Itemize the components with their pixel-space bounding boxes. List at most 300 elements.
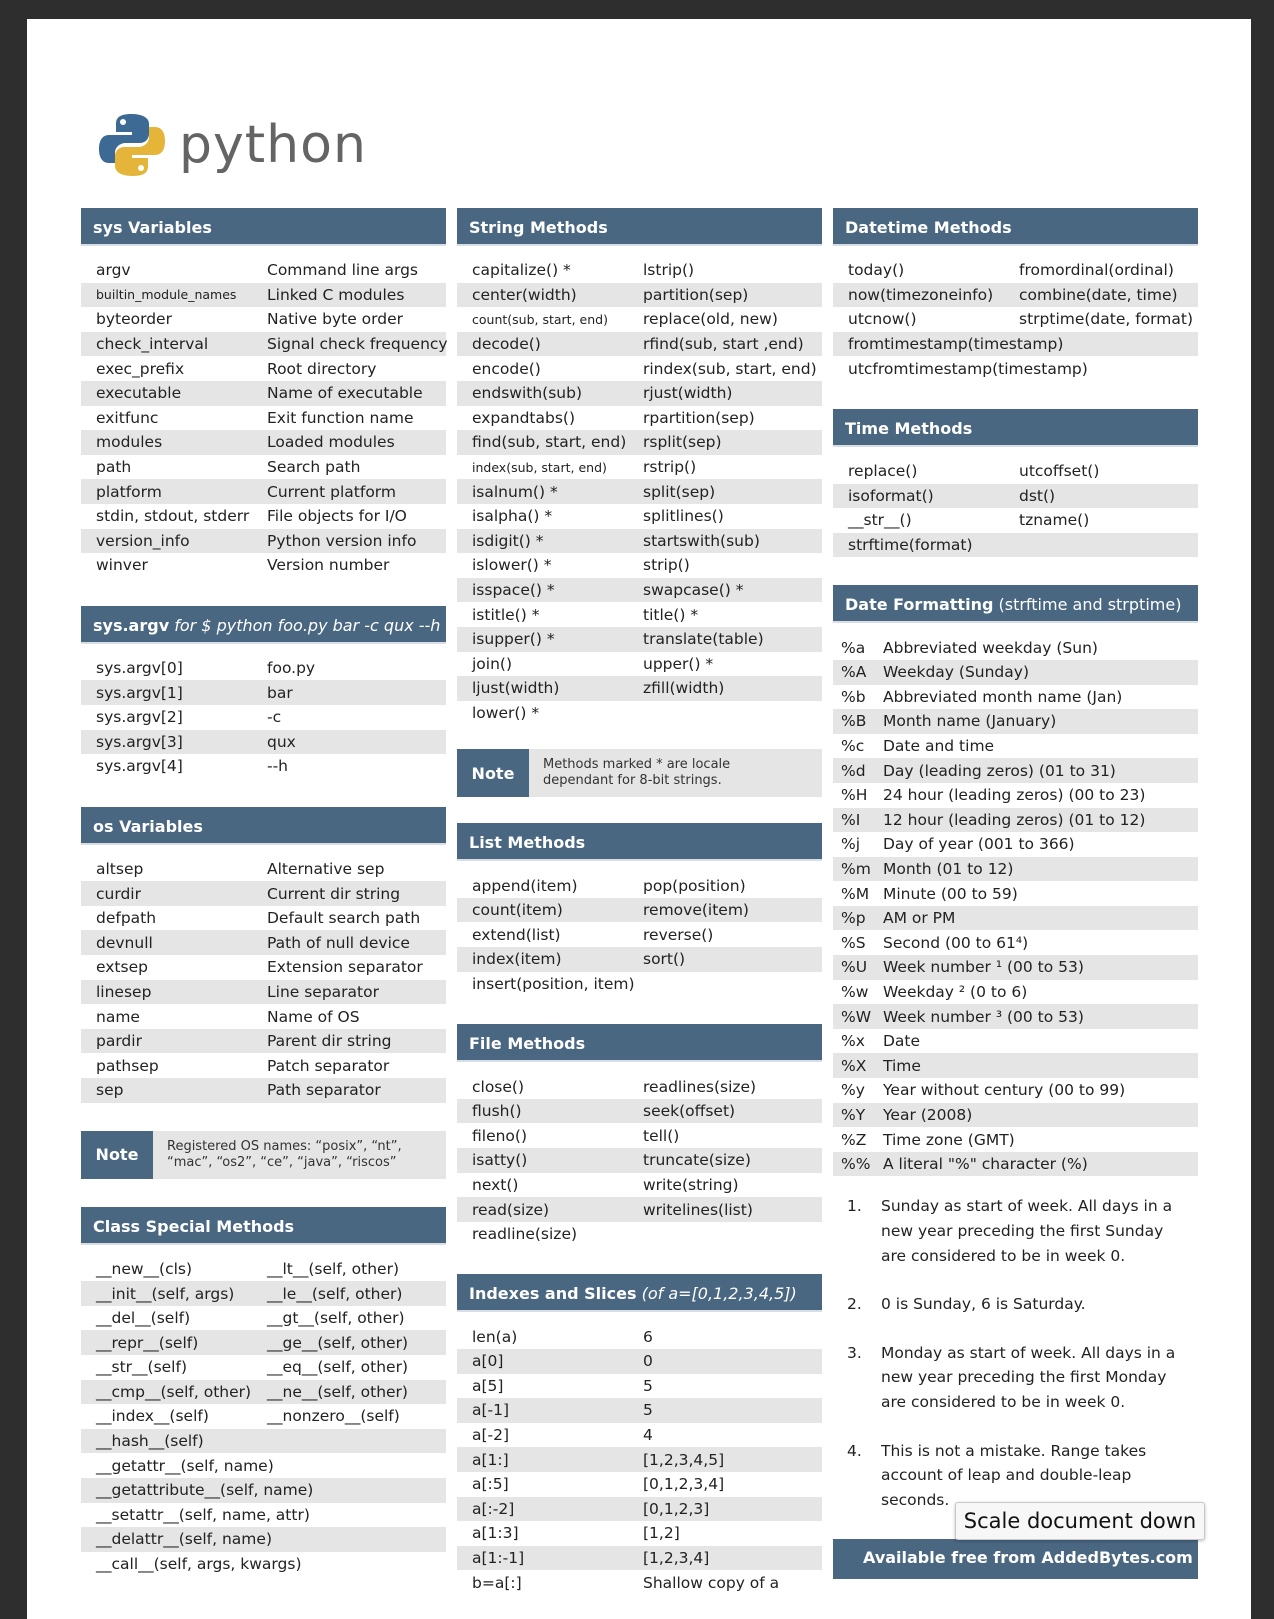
table-cell-key: readline(size) xyxy=(472,1225,578,1244)
footnote-number: 2. xyxy=(847,1295,862,1314)
table-row xyxy=(457,578,822,603)
table-cell-value: Month name (January) xyxy=(883,712,1057,731)
table-cell-value: Name of executable xyxy=(267,384,423,403)
table-row xyxy=(81,1330,446,1355)
table-row xyxy=(81,1355,446,1380)
table-cell-value: __ne__(self, other) xyxy=(267,1382,408,1401)
table-cell-key: isupper() * xyxy=(472,630,555,649)
table-row xyxy=(81,1380,446,1405)
table-row xyxy=(457,972,822,997)
indexes-slices-header xyxy=(457,1274,822,1312)
table-cell-key: executable xyxy=(96,384,182,403)
table-cell-key: platform xyxy=(96,482,162,501)
table-cell-key: a[1:] xyxy=(472,1450,509,1469)
table-cell-key: sys.argv[1] xyxy=(96,683,183,702)
table-row xyxy=(833,808,1198,833)
table-cell-value: Line separator xyxy=(267,982,379,1001)
table-row xyxy=(833,258,1198,283)
table-cell-value: Version number xyxy=(267,556,390,575)
table-cell-key: %I xyxy=(841,810,861,829)
table-cell-key: __getattribute__(self, name) xyxy=(96,1481,314,1500)
table-row xyxy=(457,602,822,627)
table-row xyxy=(833,533,1198,558)
table-cell-key: %p xyxy=(841,909,866,928)
table-cell-value: combine(date, time) xyxy=(1019,285,1178,304)
indexes-header-bold: Indexes and Slices xyxy=(469,1284,637,1304)
os-note-line: “mac”, “os2”, “ce”, “java”, “riscos” xyxy=(167,1154,397,1170)
table-cell-key: find(sub, start, end) xyxy=(472,433,627,452)
table-row xyxy=(457,1222,822,1247)
footnote xyxy=(833,1292,1198,1317)
table-row xyxy=(81,258,446,283)
table-row xyxy=(81,980,446,1005)
table-row xyxy=(81,1306,446,1331)
table-row xyxy=(81,955,446,980)
table-cell-key: count(item) xyxy=(472,901,563,920)
table-cell-key: %b xyxy=(841,687,866,706)
table-cell-value: 24 hour (leading zeros) (00 to 23) xyxy=(883,786,1146,805)
table-row xyxy=(457,1423,822,1448)
table-cell-value: Extension separator xyxy=(267,958,423,977)
table-cell-key: a[:5] xyxy=(472,1475,509,1494)
table-row xyxy=(457,1324,822,1349)
table-row xyxy=(833,734,1198,759)
table-cell-key: __str__() xyxy=(848,511,912,530)
table-cell-value: translate(table) xyxy=(643,630,764,649)
table-row xyxy=(81,1527,446,1552)
table-cell-value: Year (2008) xyxy=(883,1105,973,1124)
table-row xyxy=(81,406,446,431)
table-cell-value: rindex(sub, start, end) xyxy=(643,359,817,378)
table-cell-value: __eq__(self, other) xyxy=(267,1358,408,1377)
table-cell-key: isatty() xyxy=(472,1151,528,1170)
table-cell-key: __setattr__(self, name, attr) xyxy=(96,1505,310,1524)
table-cell-value: Second (00 to 61⁴) xyxy=(883,933,1029,952)
table-cell-value: strip() xyxy=(643,556,690,575)
table-cell-key: path xyxy=(96,458,132,477)
table-row xyxy=(81,356,446,381)
os-note-line: Registered OS names: “posix”, “nt”, xyxy=(167,1138,402,1154)
table-row xyxy=(833,307,1198,332)
table-cell-key: name xyxy=(96,1007,140,1026)
table-row xyxy=(457,356,822,381)
table-row xyxy=(457,1099,822,1124)
table-cell-key: %m xyxy=(841,859,871,878)
table-cell-value: Signal check frequency xyxy=(267,335,448,354)
table-cell-value: Month (01 to 12) xyxy=(883,859,1014,878)
footnote xyxy=(833,1194,1198,1268)
table-cell-value: rsplit(sep) xyxy=(643,433,722,452)
table-row xyxy=(457,406,822,431)
table-row xyxy=(833,459,1198,484)
table-cell-key: now(timezoneinfo) xyxy=(848,285,994,304)
table-row xyxy=(81,1503,446,1528)
table-row xyxy=(81,529,446,554)
table-cell-value: Parent dir string xyxy=(267,1032,392,1051)
table-cell-value: Year without century (00 to 99) xyxy=(883,1081,1126,1100)
table-cell-key: count(sub, start, end) xyxy=(472,311,608,327)
table-row xyxy=(81,553,446,578)
table-cell-key: %Z xyxy=(841,1130,867,1149)
table-row xyxy=(81,1478,446,1503)
table-cell-key: __cmp__(self, other) xyxy=(96,1382,252,1401)
table-cell-key: a[:-2] xyxy=(472,1499,515,1518)
table-row xyxy=(457,1074,822,1099)
table-cell-value: fromordinal(ordinal) xyxy=(1019,261,1174,280)
table-cell-key: byteorder xyxy=(96,310,172,329)
table-cell-value: foo.py xyxy=(267,659,316,678)
column-1 xyxy=(81,208,446,1576)
table-row xyxy=(833,1078,1198,1103)
table-cell-value: A literal "%" character (%) xyxy=(883,1155,1088,1174)
table-cell-key: altsep xyxy=(96,859,144,878)
table-cell-value: split(sep) xyxy=(643,482,716,501)
table-row xyxy=(81,1257,446,1282)
os-note xyxy=(81,1131,446,1179)
table-row xyxy=(81,1053,446,1078)
table-cell-key: %A xyxy=(841,663,867,682)
table-row xyxy=(833,955,1198,980)
table-cell-value: Shallow copy of a xyxy=(643,1573,780,1592)
table-cell-value: Command line args xyxy=(267,261,419,280)
table-row xyxy=(457,1197,822,1222)
table-cell-value: Week number ¹ (00 to 53) xyxy=(883,958,1084,977)
table-row xyxy=(833,832,1198,857)
table-cell-value: utcoffset() xyxy=(1019,462,1100,481)
table-cell-key: today() xyxy=(848,261,905,280)
table-cell-key: pardir xyxy=(96,1032,142,1051)
table-row xyxy=(457,1374,822,1399)
table-cell-key: a[1:-1] xyxy=(472,1549,525,1568)
table-row xyxy=(457,652,822,677)
table-cell-key: a[0] xyxy=(472,1352,504,1371)
column-3 xyxy=(833,208,1198,1536)
table-row xyxy=(81,1029,446,1054)
table-cell-key: exitfunc xyxy=(96,408,159,427)
table-row xyxy=(833,356,1198,381)
footnote-number: 1. xyxy=(847,1197,862,1216)
table-row xyxy=(457,283,822,308)
string-note-text xyxy=(529,757,730,789)
table-cell-key: %a xyxy=(841,638,866,657)
table-cell-key: insert(position, item) xyxy=(472,974,635,993)
table-cell-value: Current dir string xyxy=(267,884,401,903)
table-row xyxy=(81,857,446,882)
table-row xyxy=(833,881,1198,906)
table-row xyxy=(457,701,822,726)
table-cell-key: winver xyxy=(96,556,148,575)
table-row xyxy=(457,479,822,504)
time-methods-table xyxy=(833,459,1198,557)
table-cell-value: strptime(date, format) xyxy=(1019,310,1193,329)
table-cell-value: Loaded modules xyxy=(267,433,395,452)
table-cell-key: %x xyxy=(841,1032,865,1051)
table-cell-key: devnull xyxy=(96,933,153,952)
table-cell-value: rjust(width) xyxy=(643,384,733,403)
table-row xyxy=(81,307,446,332)
table-cell-key: append(item) xyxy=(472,876,578,895)
list-methods-header: List Methods xyxy=(457,823,822,861)
table-cell-key: decode() xyxy=(472,335,541,354)
table-cell-key: next() xyxy=(472,1175,519,1194)
table-cell-key: capitalize() * xyxy=(472,261,571,280)
table-row xyxy=(457,430,822,455)
table-row xyxy=(81,504,446,529)
table-row xyxy=(81,1404,446,1429)
table-cell-value: bar xyxy=(267,683,293,702)
table-row xyxy=(457,455,822,480)
date-formatting-table xyxy=(833,635,1198,1176)
table-row xyxy=(81,680,446,705)
table-cell-value: replace(old, new) xyxy=(643,310,778,329)
table-row xyxy=(81,1453,446,1478)
date-formatting-header-rest: (strftime and strptime) xyxy=(993,595,1182,615)
string-note-line: Methods marked * are locale xyxy=(543,757,731,773)
table-cell-value: __gt__(self, other) xyxy=(267,1309,405,1328)
table-row xyxy=(833,484,1198,509)
table-cell-key: flush() xyxy=(472,1102,522,1121)
table-cell-key: %B xyxy=(841,712,867,731)
table-cell-value: __le__(self, other) xyxy=(267,1284,403,1303)
table-row xyxy=(833,1152,1198,1177)
table-cell-key: __hash__(self) xyxy=(96,1432,204,1451)
table-cell-value: seek(offset) xyxy=(643,1102,736,1121)
table-row xyxy=(457,529,822,554)
table-cell-key: __repr__(self) xyxy=(96,1333,199,1352)
table-cell-key: __del__(self) xyxy=(96,1309,191,1328)
table-cell-key: builtin_module_names xyxy=(96,287,237,303)
string-note-label: Note xyxy=(457,749,529,797)
os-variables-table xyxy=(81,857,446,1103)
table-cell-key: linesep xyxy=(96,982,152,1001)
table-row xyxy=(457,258,822,283)
time-methods-header: Time Methods xyxy=(833,409,1198,447)
table-cell-key: join() xyxy=(472,654,513,673)
footnote-number: 4. xyxy=(847,1441,862,1460)
table-cell-key: extsep xyxy=(96,958,148,977)
table-cell-value: Path of null device xyxy=(267,933,410,952)
table-row xyxy=(833,685,1198,710)
table-row xyxy=(457,1570,822,1595)
file-methods-table xyxy=(457,1074,822,1246)
table-cell-value: 4 xyxy=(643,1426,653,1445)
table-cell-value: qux xyxy=(267,732,296,751)
table-row xyxy=(457,1173,822,1198)
table-cell-key: fileno() xyxy=(472,1126,528,1145)
os-note-text xyxy=(153,1139,402,1171)
table-cell-value: writelines(list) xyxy=(643,1200,753,1219)
table-cell-key: fromtimestamp(timestamp) xyxy=(848,335,1064,354)
table-row xyxy=(833,660,1198,685)
table-cell-key: utcnow() xyxy=(848,310,917,329)
footnote-text: Sunday as start of week. All days in a new year preceding the first Sunday are considered to be in week 0. xyxy=(881,1197,1173,1265)
table-cell-key: %y xyxy=(841,1081,865,1100)
table-cell-value: Root directory xyxy=(267,359,377,378)
table-row xyxy=(81,881,446,906)
class-special-methods-header: Class Special Methods xyxy=(81,1207,446,1245)
table-cell-key: index(item) xyxy=(472,950,562,969)
table-row xyxy=(457,381,822,406)
table-row xyxy=(81,1004,446,1029)
string-note-line: dependant for 8-bit strings. xyxy=(543,773,722,789)
table-cell-value: rpartition(sep) xyxy=(643,408,755,427)
table-cell-key: curdir xyxy=(96,884,141,903)
table-cell-value: tzname() xyxy=(1019,511,1090,530)
table-row xyxy=(81,754,446,779)
table-row xyxy=(457,1123,822,1148)
table-cell-key: isalnum() * xyxy=(472,482,558,501)
table-row xyxy=(457,1398,822,1423)
table-cell-key: modules xyxy=(96,433,163,452)
datetime-methods-header: Datetime Methods xyxy=(833,208,1198,246)
table-cell-value: [1,2] xyxy=(643,1524,680,1543)
scale-document-down-button[interactable]: Scale document down xyxy=(955,1502,1205,1540)
table-row xyxy=(81,381,446,406)
table-row xyxy=(833,635,1198,660)
table-row xyxy=(833,1004,1198,1029)
string-methods-header: String Methods xyxy=(457,208,822,246)
table-cell-key: %M xyxy=(841,884,870,903)
table-row xyxy=(81,1281,446,1306)
table-cell-value: remove(item) xyxy=(643,901,749,920)
table-cell-key: sys.argv[2] xyxy=(96,708,183,727)
table-row xyxy=(833,283,1198,308)
table-cell-key: version_info xyxy=(96,531,190,550)
python-wordmark: python xyxy=(179,115,367,175)
table-cell-key: stdin, stdout, stderr xyxy=(96,507,250,526)
table-cell-value: dst() xyxy=(1019,486,1056,505)
column-2 xyxy=(457,208,822,1595)
table-cell-key: %Y xyxy=(841,1105,866,1124)
table-cell-value: Weekday ² (0 to 6) xyxy=(883,982,1028,1001)
table-cell-key: a[-2] xyxy=(472,1426,510,1445)
table-cell-value: AM or PM xyxy=(883,909,956,928)
table-cell-value: [1,2,3,4,5] xyxy=(643,1450,725,1469)
table-cell-key: __delattr__(self, name) xyxy=(96,1530,272,1549)
table-row xyxy=(833,332,1198,357)
table-cell-value: 12 hour (leading zeros) (01 to 12) xyxy=(883,810,1146,829)
table-cell-key: pathsep xyxy=(96,1056,159,1075)
table-cell-value: Abbreviated weekday (Sun) xyxy=(883,638,1098,657)
table-cell-key: %% xyxy=(841,1155,871,1174)
table-row xyxy=(457,873,822,898)
table-row xyxy=(81,1078,446,1103)
date-formatting-header-bold: Date Formatting xyxy=(845,595,994,615)
table-row xyxy=(833,930,1198,955)
table-cell-value: [1,2,3,4] xyxy=(643,1549,710,1568)
table-row xyxy=(457,1472,822,1497)
footnote-number: 3. xyxy=(847,1343,862,1362)
sys-argv-table xyxy=(81,656,446,779)
sys-argv-header-bold: sys.argv xyxy=(93,615,170,635)
table-cell-value: Current platform xyxy=(267,482,397,501)
table-row xyxy=(457,1497,822,1522)
table-cell-key: len(a) xyxy=(472,1327,518,1346)
table-cell-value: write(string) xyxy=(643,1175,739,1194)
table-cell-value: Time zone (GMT) xyxy=(883,1130,1015,1149)
table-cell-key: __index__(self) xyxy=(96,1407,209,1426)
table-row xyxy=(81,705,446,730)
table-cell-key: check_interval xyxy=(96,335,209,354)
footnotes xyxy=(833,1194,1198,1512)
table-row xyxy=(457,1521,822,1546)
table-cell-key: utcfromtimestamp(timestamp) xyxy=(848,359,1088,378)
table-cell-value: Weekday (Sunday) xyxy=(883,663,1029,682)
sys-variables-header: sys Variables xyxy=(81,208,446,246)
table-row xyxy=(457,1546,822,1571)
table-cell-value: pop(position) xyxy=(643,876,746,895)
table-cell-key: extend(list) xyxy=(472,925,561,944)
table-cell-key: index(sub, start, end) xyxy=(472,459,607,475)
table-cell-key: lower() * xyxy=(472,703,540,722)
footnote-text: This is not a mistake. Range takes account of leap and double-leap seconds. xyxy=(881,1441,1147,1509)
table-row xyxy=(833,783,1198,808)
table-row xyxy=(833,1103,1198,1128)
table-cell-value: Default search path xyxy=(267,909,421,928)
table-cell-value: __nonzero__(self) xyxy=(267,1407,400,1426)
table-row xyxy=(457,627,822,652)
table-cell-key: sys.argv[4] xyxy=(96,757,183,776)
table-cell-key: defpath xyxy=(96,909,157,928)
table-cell-key: %c xyxy=(841,737,865,756)
table-cell-value: splitlines() xyxy=(643,507,724,526)
table-row xyxy=(833,508,1198,533)
table-cell-value: title() * xyxy=(643,605,699,624)
sys-variables-table xyxy=(81,258,446,578)
table-cell-value: Search path xyxy=(267,458,361,477)
table-row xyxy=(833,980,1198,1005)
table-row xyxy=(833,709,1198,734)
table-cell-key: sys.argv[3] xyxy=(96,732,183,751)
os-note-label: Note xyxy=(81,1131,153,1179)
table-cell-key: expandtabs() xyxy=(472,408,576,427)
table-cell-value: rstrip() xyxy=(643,458,697,477)
datetime-methods-table xyxy=(833,258,1198,381)
table-row xyxy=(81,332,446,357)
table-row xyxy=(457,332,822,357)
table-row xyxy=(81,1552,446,1577)
table-cell-value: Minute (00 to 59) xyxy=(883,884,1018,903)
table-cell-key: __init__(self, args) xyxy=(96,1284,235,1303)
table-cell-key: a[-1] xyxy=(472,1401,510,1420)
table-cell-value: Abbreviated month name (Jan) xyxy=(883,687,1123,706)
table-row xyxy=(457,676,822,701)
table-cell-key: __str__(self) xyxy=(96,1358,187,1377)
table-cell-key: isalpha() * xyxy=(472,507,553,526)
table-cell-key: encode() xyxy=(472,359,541,378)
table-cell-value: Day of year (001 to 366) xyxy=(883,835,1075,854)
table-cell-key: %j xyxy=(841,835,861,854)
file-methods-header: File Methods xyxy=(457,1024,822,1062)
table-cell-value: Native byte order xyxy=(267,310,403,329)
table-cell-key: sys.argv[0] xyxy=(96,659,183,678)
table-cell-key: read(size) xyxy=(472,1200,550,1219)
table-cell-value: Python version info xyxy=(267,531,417,550)
table-row xyxy=(81,930,446,955)
table-row xyxy=(457,553,822,578)
table-cell-value: Week number ³ (00 to 53) xyxy=(883,1007,1084,1026)
table-cell-key: close() xyxy=(472,1077,525,1096)
table-cell-key: __new__(cls) xyxy=(96,1259,193,1278)
table-cell-value: zfill(width) xyxy=(643,679,725,698)
table-cell-key: strftime(format) xyxy=(848,536,973,555)
os-variables-header: os Variables xyxy=(81,807,446,845)
table-row xyxy=(457,947,822,972)
indexes-slices-table xyxy=(457,1324,822,1595)
list-methods-table xyxy=(457,873,822,996)
table-cell-value: 0 xyxy=(643,1352,653,1371)
table-cell-value: [0,1,2,3,4] xyxy=(643,1475,725,1494)
